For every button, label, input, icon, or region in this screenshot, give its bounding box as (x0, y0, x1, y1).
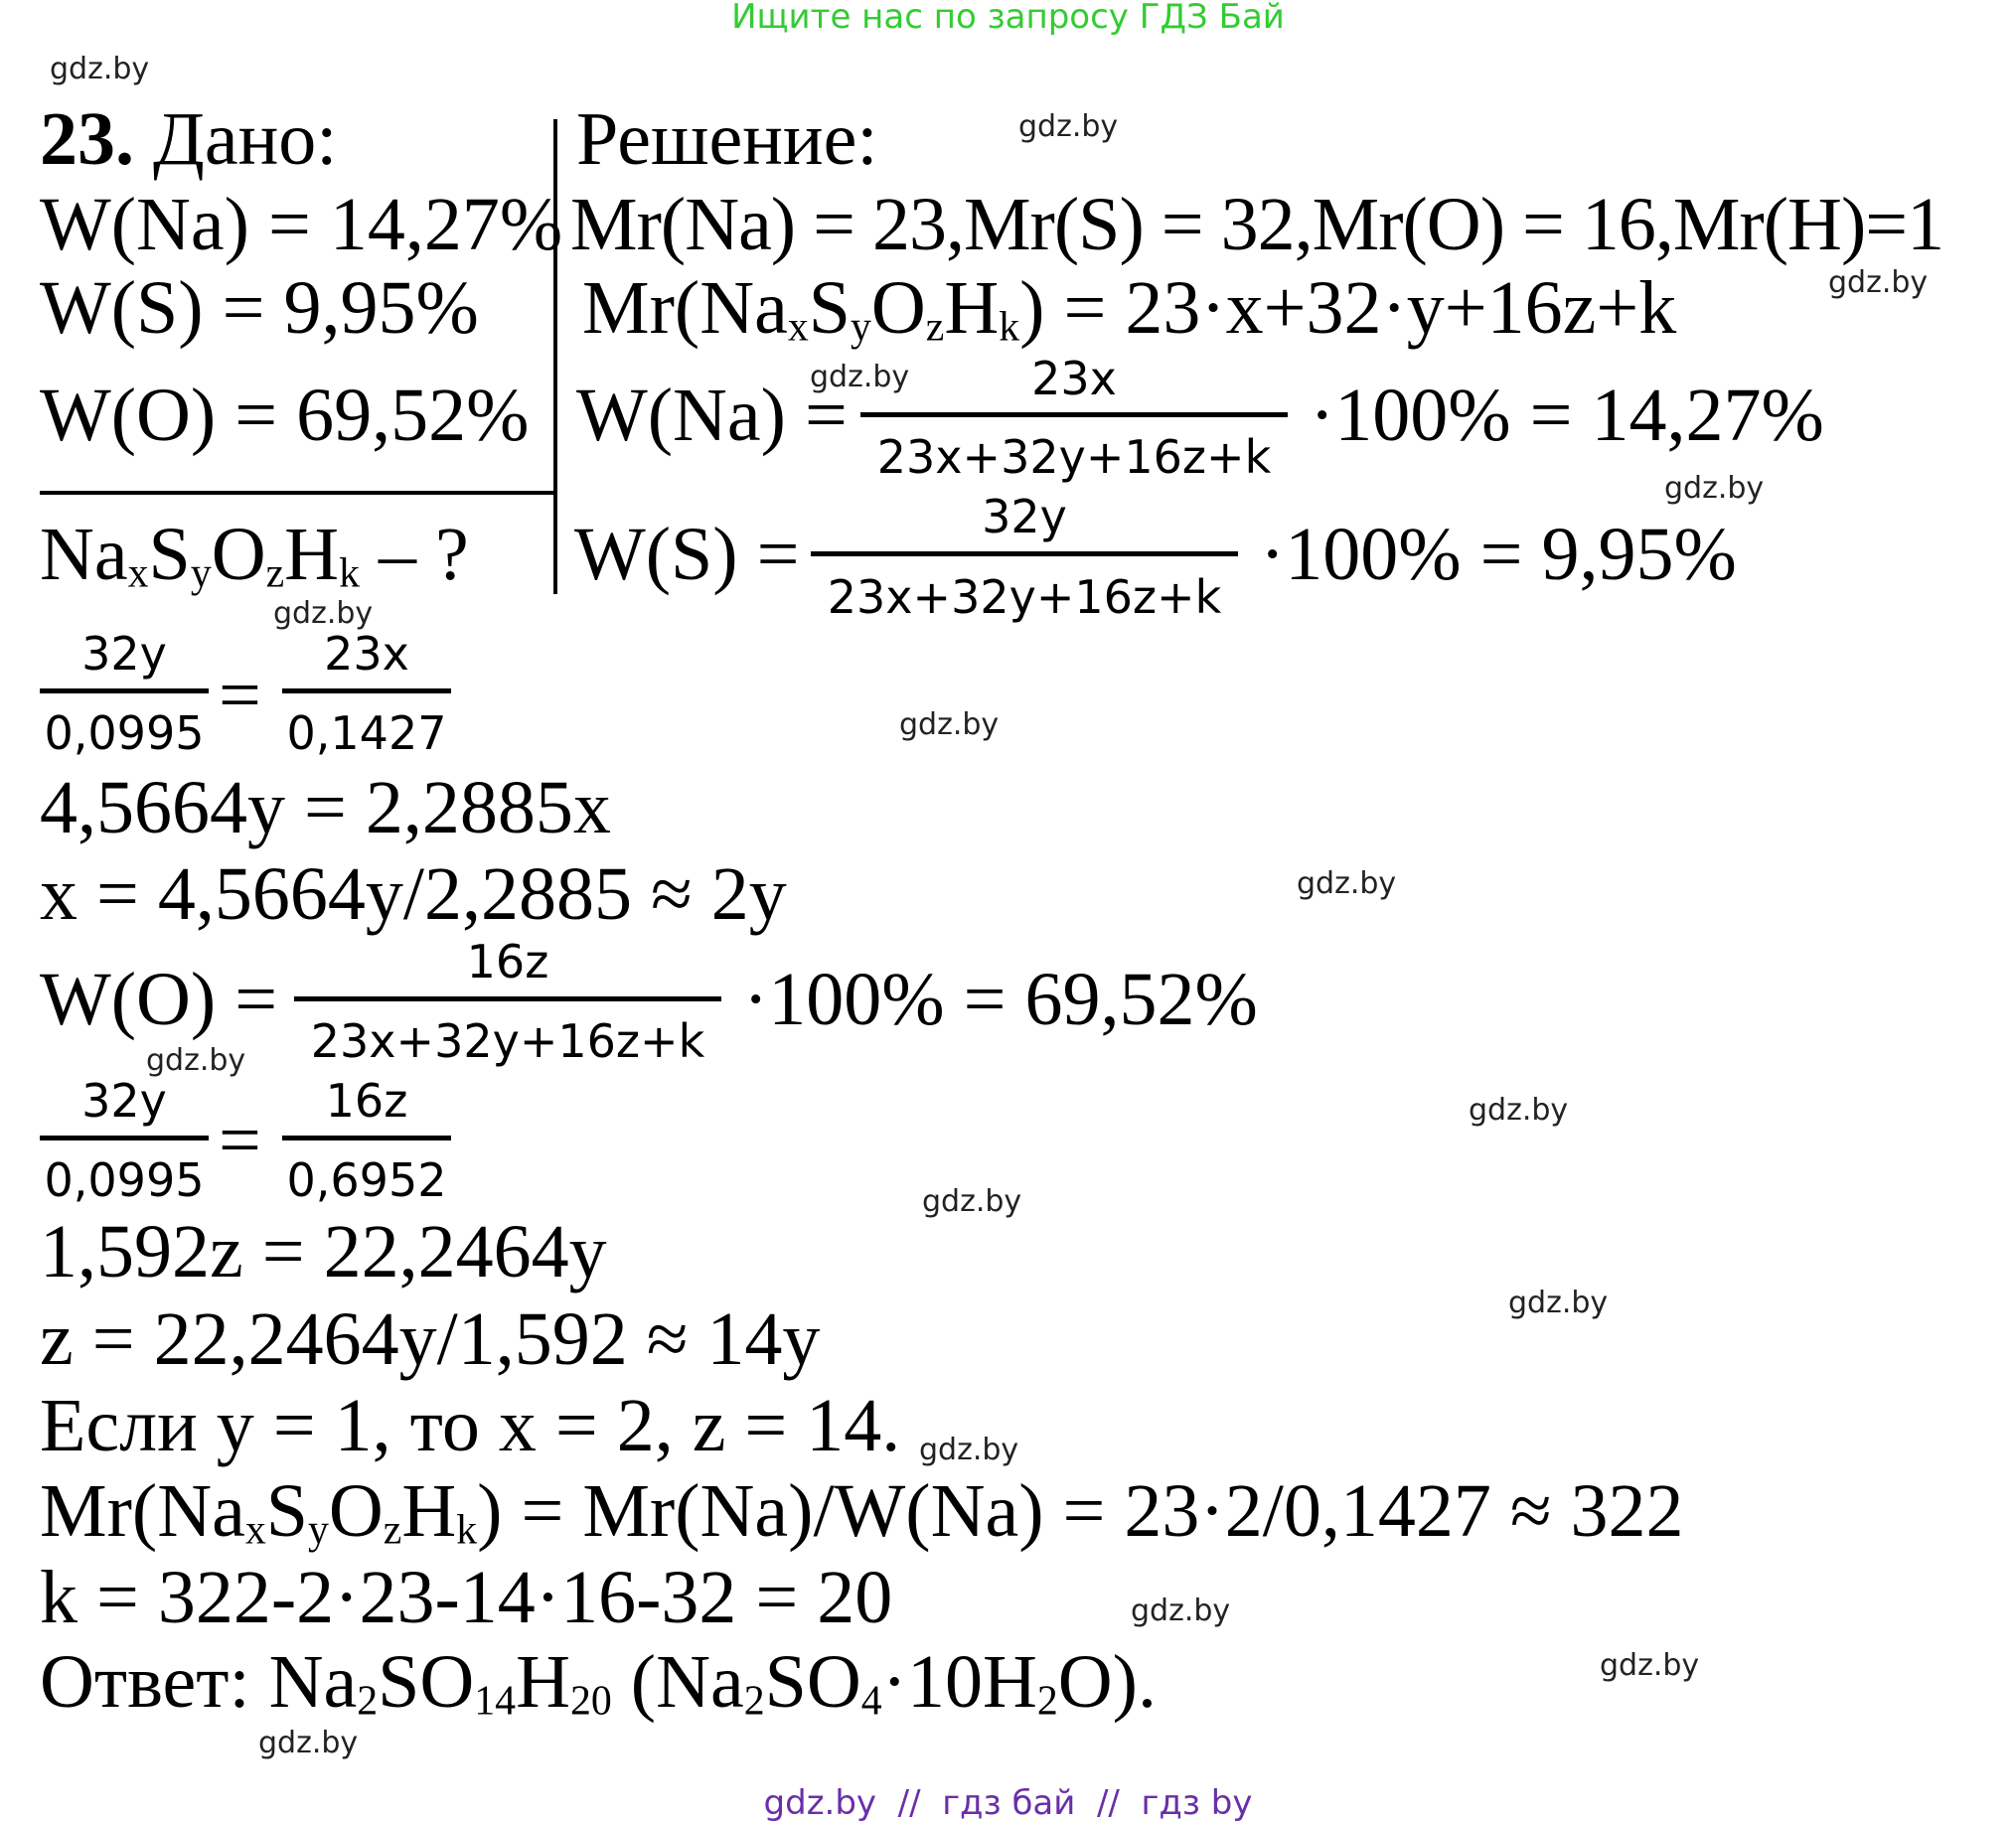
mr-formula-s: S (808, 266, 851, 350)
ratio2-denominator-b: 0,6952 (286, 1153, 447, 1207)
given-divider-horizontal (40, 491, 556, 495)
equation-6 (40, 1469, 1684, 1554)
answer-mid: ·10H (881, 1640, 1037, 1724)
mr-formula-z: z (925, 304, 945, 351)
answer-so4: SO (764, 1640, 861, 1724)
ws-numerator: 32y (982, 490, 1067, 543)
problem-number (40, 97, 338, 181)
watermark: gdz.by (899, 707, 1000, 742)
answer-sub-2a: 2 (357, 1678, 379, 1725)
answer-sub-2b: 2 (743, 1678, 765, 1725)
find-z: z (265, 550, 285, 597)
header-banner: Ищите нас по запросу ГДЗ Бай (731, 0, 1285, 37)
ratio1-numerator-a: 32y (81, 627, 167, 681)
given-find (40, 513, 469, 597)
wo-numerator: 16z (466, 935, 549, 988)
watermark: gdz.by (273, 596, 374, 631)
eq6-z: z (383, 1507, 402, 1554)
mr-formula-a: Mr(Na (582, 266, 788, 350)
eq6-s: S (265, 1469, 308, 1553)
given-w-s: W(S) = 9,95% (40, 266, 479, 350)
wo-fraction-bar (294, 996, 721, 1001)
answer-line (40, 1640, 1157, 1725)
mr-values-line: Mr(Na) = 23,Mr(S) = 32,Mr(O) = 16,Mr(H)=1 (570, 183, 1944, 266)
find-k: k (339, 550, 360, 597)
wna-denominator: 23x+32y+16z+k (876, 430, 1272, 484)
eq6-o: O (328, 1469, 384, 1553)
eq6-k: k (456, 1507, 478, 1554)
watermark: gdz.by (1600, 1648, 1700, 1683)
eq6-x: x (244, 1507, 266, 1554)
wna-numerator: 23x (1031, 352, 1117, 405)
equation-3: 1,592z = 22,2464y (40, 1210, 607, 1293)
ratio2-denominator-a: 0,0995 (44, 1153, 205, 1207)
watermark: gdz.by (1828, 265, 1929, 300)
watermark: gdz.by (922, 1184, 1022, 1219)
watermark: gdz.by (1018, 109, 1119, 144)
ratio2-bar-b (282, 1136, 451, 1140)
answer-end: O). (1057, 1640, 1157, 1724)
answer-h: H (516, 1640, 570, 1724)
ratio2-equals: = (219, 1099, 261, 1182)
wo-left: W(O) = (40, 958, 278, 1041)
ws-denominator: 23x+32y+16z+k (827, 570, 1222, 624)
ratio1-bar-b (282, 688, 451, 693)
find-s: S (148, 513, 191, 596)
watermark: gdz.by (146, 1043, 246, 1078)
eq6-y: y (308, 1507, 329, 1554)
ws-left: W(S) = (574, 513, 800, 596)
find-y: y (190, 550, 212, 597)
answer-sub-2c: 2 (1036, 1678, 1058, 1725)
watermark: gdz.by (1297, 866, 1397, 901)
wna-fraction-bar (860, 412, 1288, 417)
find-o: O (211, 513, 266, 596)
equation-1: 4,5664y = 2,2885x (40, 766, 611, 849)
equation-2: x = 4,5664y/2,2885 ≈ 2y (40, 852, 787, 936)
mr-formula-h: H (944, 266, 1000, 350)
watermark: gdz.by (258, 1726, 359, 1760)
watermark: gdz.by (1508, 1286, 1609, 1320)
watermark: gdz.by (50, 52, 150, 86)
mr-formula-k: k (999, 304, 1020, 351)
ratio1-denominator-a: 0,0995 (44, 706, 205, 760)
ratio2-bar-a (40, 1136, 209, 1140)
watermark: gdz.by (919, 1433, 1019, 1467)
find-x: x (127, 550, 149, 597)
ratio1-equals: = (219, 654, 261, 737)
wna-left: W(Na) = (576, 374, 848, 457)
ws-right: ·100% = 9,95% (1260, 513, 1737, 596)
answer-paren: (Na (611, 1640, 744, 1724)
answer-sub-4: 4 (860, 1678, 882, 1725)
equation-7: k = 322-2·23-14·16-32 = 20 (40, 1556, 893, 1639)
watermark: gdz.by (1469, 1093, 1569, 1128)
wo-denominator: 23x+32y+16z+k (310, 1014, 705, 1068)
ratio2-numerator-b: 16z (325, 1074, 408, 1128)
find-question: – ? (359, 513, 469, 596)
ratio2-numerator-a: 32y (81, 1074, 167, 1128)
find-h: H (284, 513, 340, 596)
given-w-o: W(O) = 69,52% (40, 374, 530, 457)
solution-label: Решение: (576, 97, 878, 181)
eq6-a: Mr(Na (40, 1469, 245, 1553)
given-w-na: W(Na) = 14,27% (40, 183, 563, 266)
answer-so: SO (378, 1640, 475, 1724)
mr-formula-o: O (870, 266, 926, 350)
answer-sub-20: 20 (569, 1678, 612, 1725)
equation-5: Если y = 1, то x = 2, z = 14. (40, 1384, 901, 1467)
wna-right: ·100% = 14,27% (1310, 374, 1824, 457)
eq6-b: ) = Mr(Na)/W(Na) = 23·2/0,1427 ≈ 322 (477, 1469, 1684, 1553)
mr-formula-line (582, 266, 1677, 351)
find-na: Na (40, 513, 128, 596)
ratio1-numerator-b: 23x (324, 627, 409, 681)
eq6-h: H (401, 1469, 457, 1553)
wo-right: ·100% = 69,52% (743, 958, 1258, 1041)
watermark: gdz.by (1664, 471, 1765, 506)
equation-4: z = 22,2464y/1,592 ≈ 14y (40, 1297, 821, 1381)
answer-sub-14: 14 (474, 1678, 517, 1725)
problem-number-text: 23. (40, 97, 134, 181)
footer-links: gdz.by // гдз бай // гдз by (763, 1783, 1253, 1823)
ratio1-bar-a (40, 688, 209, 693)
ws-fraction-bar (811, 551, 1238, 556)
mr-formula-y: y (851, 304, 871, 351)
given-label: Дано: (153, 97, 338, 181)
ratio1-denominator-b: 0,1427 (286, 706, 447, 760)
mr-formula-x: x (787, 304, 809, 351)
watermark: gdz.by (810, 360, 910, 394)
answer-label: Ответ: Na (40, 1640, 358, 1724)
watermark: gdz.by (1131, 1594, 1231, 1628)
mr-formula-right: ) = 23·x+32·y+16z+k (1019, 266, 1677, 350)
